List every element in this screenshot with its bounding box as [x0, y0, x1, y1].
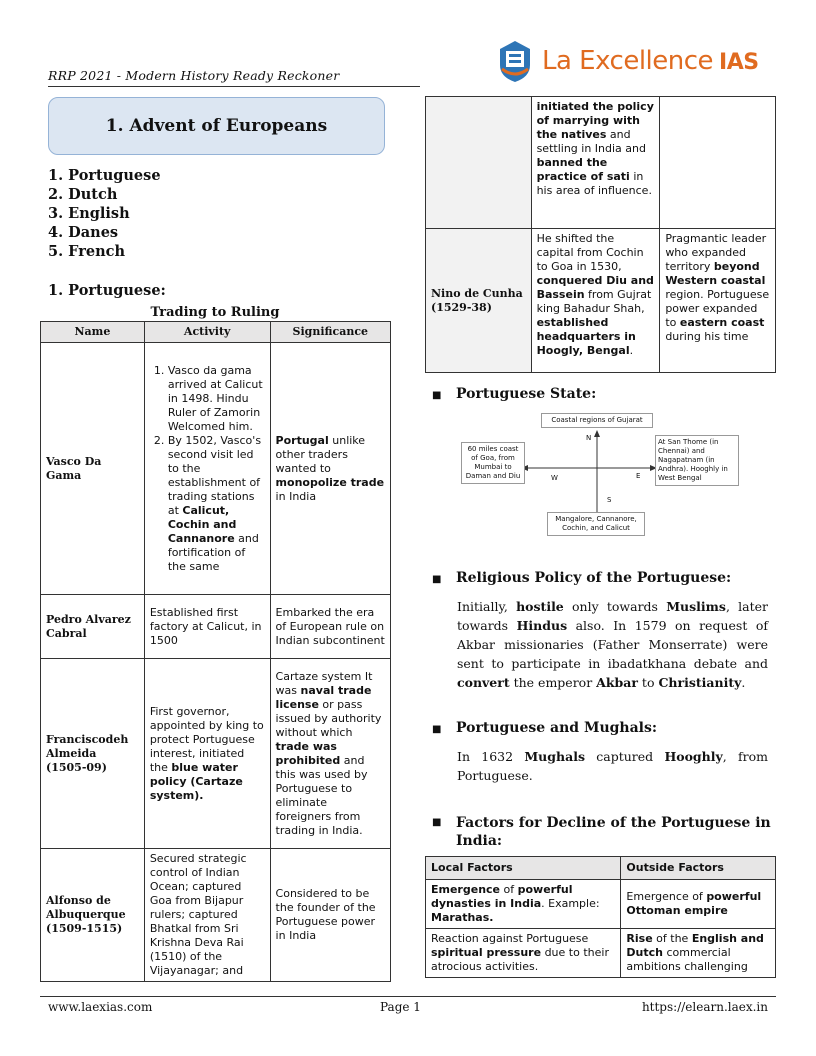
mughals-paragraph: In 1632 Mughals captured Hooghly, from Portuguese. [457, 749, 768, 783]
ruler-activity: initiated the policy of marrying with the natives and settling in India and banned the practice of sati in his area of influence. [531, 97, 660, 229]
table-header-row [426, 857, 776, 880]
logo-emblem-icon [496, 39, 534, 83]
column-header: Local Factors [426, 857, 621, 880]
decline-cell: Reaction against Portuguese spiritual pressure due to their atrocious activities. [426, 929, 621, 978]
ruler-significance [660, 97, 776, 229]
ruler-significance: Considered to be the founder of the Portuguese power in India [270, 849, 390, 982]
ruler-significance: Portugal unlike other traders wanted to monopolize trade in India [270, 343, 390, 595]
table-row [41, 595, 391, 659]
column-header: Outside Factors [621, 857, 776, 880]
west-label: W [551, 474, 558, 482]
north-box: Coastal regions of Gujarat [541, 413, 653, 428]
east-label: E [636, 472, 641, 480]
ruler-name: Vasco Da Gama [41, 343, 145, 595]
south-label: S [607, 496, 612, 504]
bullet-icon: ■ [432, 724, 442, 735]
decline-cell: Emergence of powerful dynasties in India. Example: Marathas. [426, 880, 621, 929]
table-header-row [41, 322, 391, 343]
bullet-icon: ■ [432, 390, 442, 401]
bullet-icon: ■ [432, 817, 442, 828]
ruler-activity: Established first factory at Calicut, in 1500 [144, 595, 270, 659]
table-title: Trading to Ruling [150, 305, 280, 320]
rulers-table-continued [425, 96, 776, 373]
footer-website-link[interactable]: www.laexias.com [48, 1000, 153, 1014]
ruler-activity: Secured strategic control of Indian Ocean; captured Goa from Bijapur rulers; captured Bhatkal from Sri Krishna Deva Rai (1510) of the Vijayanagar; and [144, 849, 270, 982]
toc-item: 3. English [48, 205, 130, 222]
bullet-icon: ■ [432, 574, 442, 585]
north-label: N [586, 434, 592, 442]
logo-text: La Excellence IAS [542, 46, 759, 76]
religious-heading: ■ Religious Policy of the Portuguese: [432, 570, 732, 586]
religious-paragraph: Initially, hostile only towards Muslims, later towards Hindus also. In 1579 on request of Akbar missionaries (Father Monserrate) were sent to participate in ibadatkhana debate and convert the emperor Akbar to Christianity. [457, 599, 768, 690]
header-divider [48, 86, 420, 87]
south-box: Mangalore, Cannanore, Cochin, and Calicut [547, 512, 645, 536]
toc-list [48, 166, 161, 261]
decline-cell: Emergence of powerful Ottoman empire [621, 880, 776, 929]
decline-cell: Rise of the English and Dutch commercial ambitions challenging [621, 929, 776, 978]
table-row [41, 659, 391, 849]
logo [496, 36, 776, 86]
ruler-significance: Cartaze system It was naval trade license or pass issued by authority without which trade was prohibited and this was used by Portuguese to eliminate foreigners from trading in India. [270, 659, 390, 849]
east-box: At San Thome (in Chennai) and Nagapatnam (in Andhra). Hooghly in West Bengal [655, 435, 739, 486]
ruler-name [426, 97, 532, 229]
toc-item: 1. Portuguese [48, 167, 161, 184]
ruler-name: Pedro Alvarez Cabral [41, 595, 145, 659]
table-row [41, 343, 391, 595]
state-heading: ■ Portuguese State: [432, 386, 597, 402]
footer [40, 996, 776, 1020]
table-row [426, 929, 776, 978]
column-header: Activity [144, 322, 270, 343]
section-heading: 1. Portuguese: [48, 282, 166, 299]
ruler-name: Nino de Cunha (1529-38) [426, 229, 532, 373]
table-row [426, 880, 776, 929]
state-diagram [455, 410, 775, 540]
column-header: Name [41, 322, 145, 343]
column-header: Significance [270, 322, 390, 343]
toc-item: 4. Danes [48, 224, 119, 241]
west-box: 60 miles coast of Goa, from Mumbai to Daman and Diu [461, 442, 525, 484]
page-title: 1. Advent of Europeans [48, 97, 385, 155]
toc-item: 2. Dutch [48, 186, 118, 203]
decline-heading: ■ Factors for Decline of the Portuguese in India: [432, 815, 771, 849]
mughals-heading: ■ Portuguese and Mughals: [432, 720, 658, 736]
ruler-activity: First governor, appointed by king to protect Portuguese interest, initiated the blue water policy (Cartaze system). [144, 659, 270, 849]
table-row [426, 97, 776, 229]
decline-table [425, 856, 776, 978]
table-row [41, 849, 391, 982]
ruler-significance: Embarked the era of European rule on Indian subcontinent [270, 595, 390, 659]
ruler-name: Alfonso de Albuquerque (1509-1515) [41, 849, 145, 982]
ruler-significance: Pragmantic leader who expanded territory beyond Western coastal region. Portuguese power expanded to eastern coast during his time [660, 229, 776, 373]
ruler-activity: 1. Vasco da gama arrived at Calicut in 1498. Hindu Ruler of Zamorin Welcomed him. 2. By 1502, Vasco's second visit led to the establishment of trading stations at Calicut, Cochin and Cannanore and fortification of the same [144, 343, 270, 595]
page-number: Page 1 [380, 1000, 421, 1014]
rulers-table [40, 321, 391, 982]
footer-elearn-link[interactable]: https://elearn.laex.in [641, 1000, 768, 1014]
table-row [426, 229, 776, 373]
ruler-activity: He shifted the capital from Cochin to Goa in 1530, conquered Diu and Bassein from Gujrat king Bahadur Shah, established headquarters in Hoogly, Bengal. [531, 229, 660, 373]
ruler-name: Franciscodeh Almeida (1505-09) [41, 659, 145, 849]
toc-item: 5. French [48, 243, 126, 260]
header-text: RRP 2021 - Modern History Ready Reckoner [48, 68, 340, 83]
